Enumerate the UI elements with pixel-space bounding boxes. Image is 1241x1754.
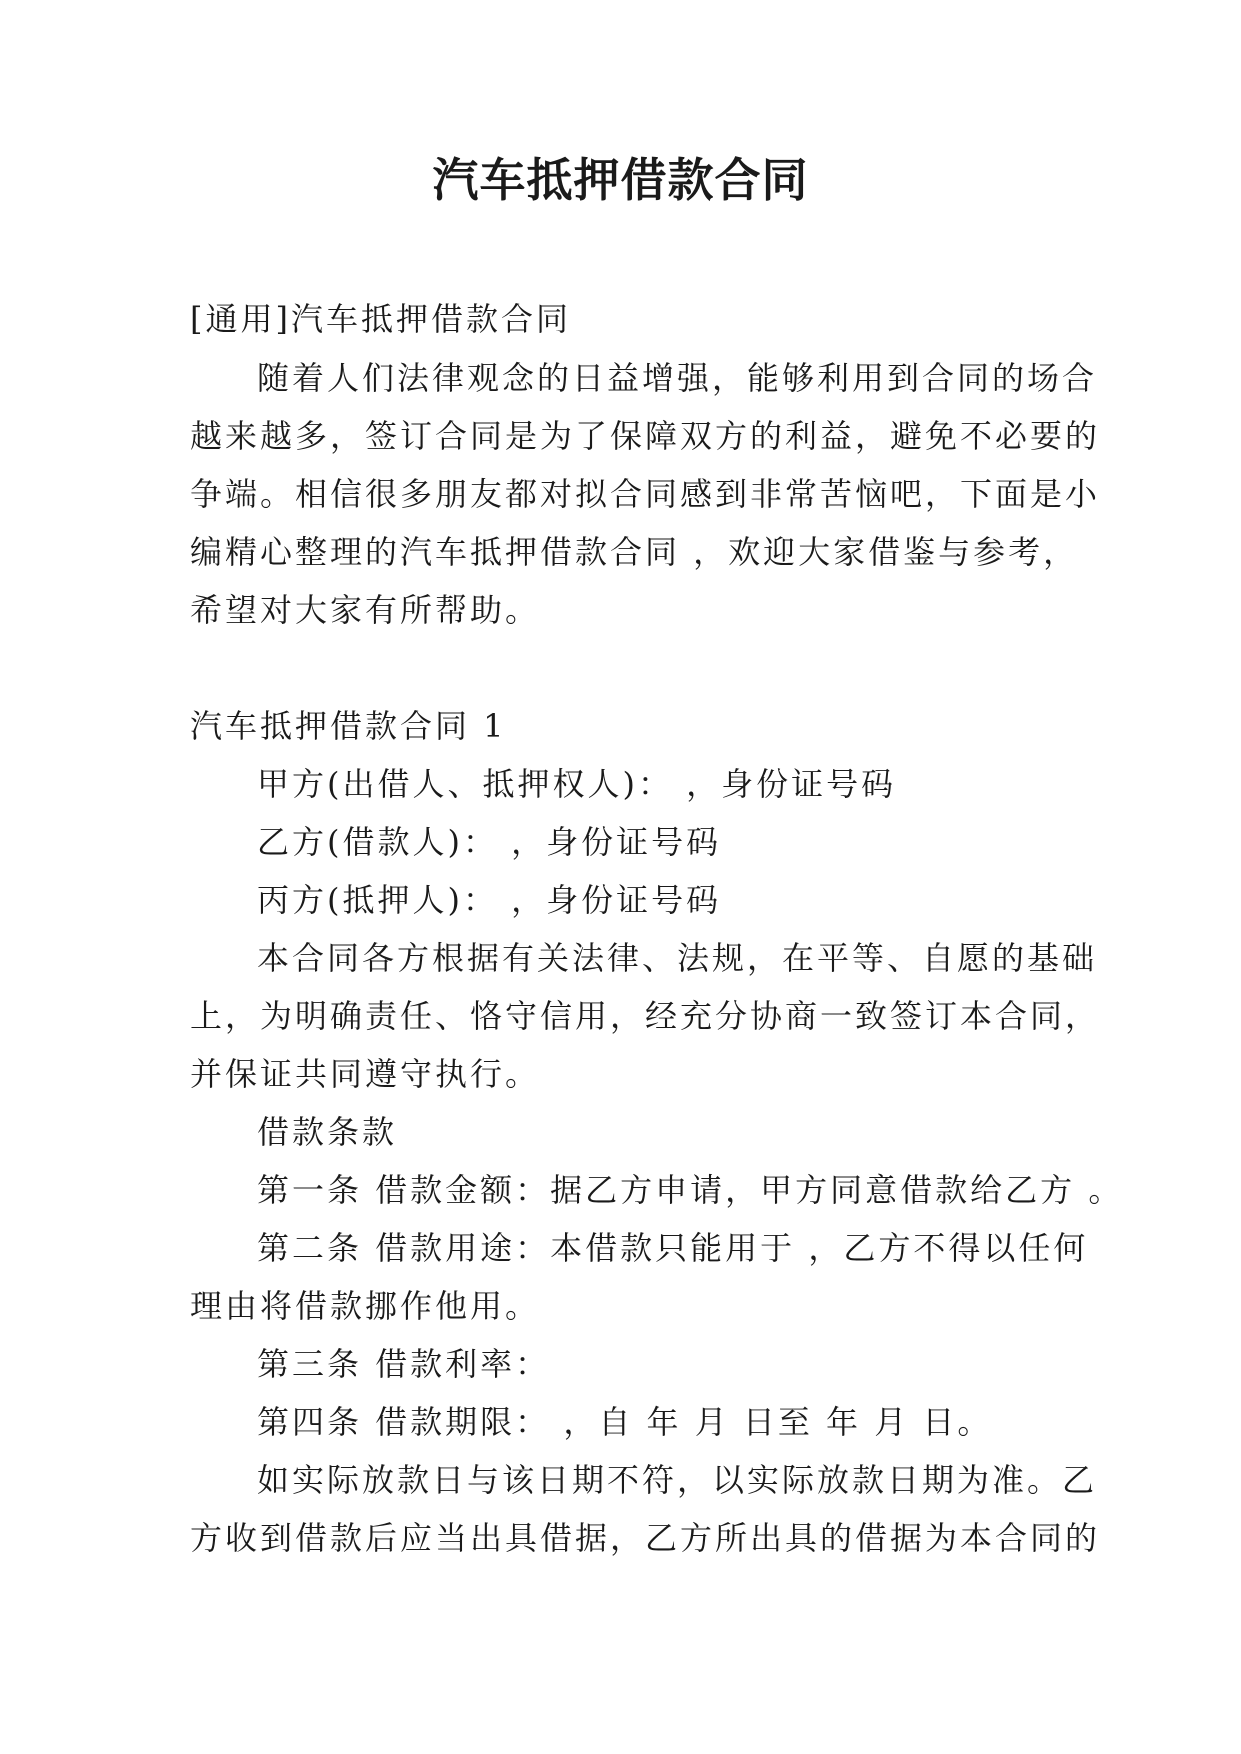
text-line: 并保证共同遵守执行。	[190, 1055, 541, 1093]
text-line: 争端。相信很多朋友都对拟合同感到非常苦恼吧，下面是小	[190, 475, 1101, 513]
text-line: 第一条 借款金额：据乙方申请，甲方同意借款给乙方 。	[257, 1171, 1124, 1209]
text-line: 第二条 借款用途：本借款只能用于 ，乙方不得以任何	[257, 1229, 1089, 1267]
text-line: 越来越多，签订合同是为了保障双方的利益，避免不必要的	[190, 417, 1101, 455]
text-line: 汽车抵押借款合同 1	[190, 707, 507, 745]
document-title: 汽车抵押借款合同	[432, 153, 809, 207]
text-line: 随着人们法律观念的日益增强，能够利用到合同的场合	[257, 359, 1098, 397]
text-line: 甲方(出借人、抵押权人)： ，身份证号码	[257, 765, 897, 803]
text-line: 乙方(借款人)： ，身份证号码	[257, 823, 722, 861]
text-line: [通用]汽车抵押借款合同	[190, 300, 571, 338]
text-line: 本合同各方根据有关法律、法规，在平等、自愿的基础	[257, 939, 1098, 977]
text-line: 如实际放款日与该日期不符，以实际放款日期为准。乙	[257, 1461, 1098, 1499]
text-line: 理由将借款挪作他用。	[190, 1287, 541, 1325]
text-line: 第四条 借款期限： ，自 年 月 日至 年 月 日。	[257, 1403, 993, 1441]
text-line: 上，为明确责任、恪守信用，经充分协商一致签订本合同，	[190, 997, 1101, 1035]
text-line: 方收到借款后应当出具借据，乙方所出具的借据为本合同的	[190, 1519, 1101, 1557]
text-line: 编精心整理的汽车抵押借款合同 ，欢迎大家借鉴与参考，	[190, 533, 1079, 571]
text-line: 第三条 借款利率：	[257, 1345, 551, 1383]
text-line: 希望对大家有所帮助。	[190, 591, 541, 629]
text-line: 丙方(抵押人)： ，身份证号码	[257, 881, 722, 919]
text-line: 借款条款	[257, 1113, 398, 1151]
